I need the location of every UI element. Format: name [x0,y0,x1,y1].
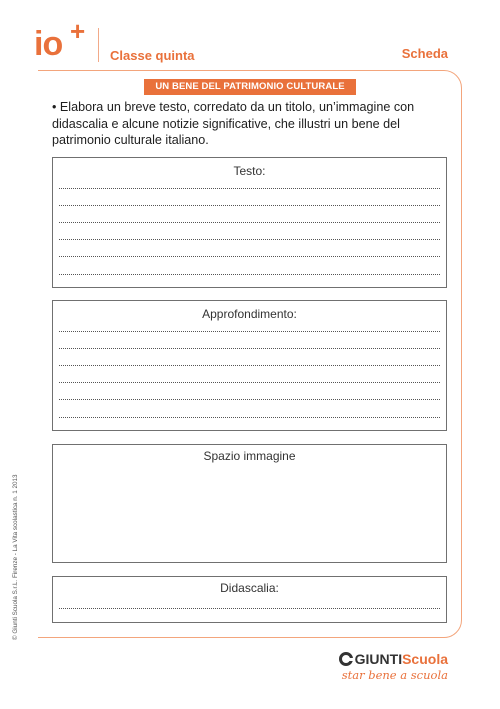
writing-line [59,608,440,609]
writing-line [59,205,440,206]
writing-line [59,274,440,275]
writing-line [59,188,440,189]
copyright-note: © Giunti Scuola S.r.L. Firenze - La Vita scolastica n. 1 2013 [12,474,19,640]
publisher-logo [288,650,448,682]
approfondimento-title: Approfondimento: [202,307,297,321]
io-plus-logo [34,18,90,64]
section-banner: UN BENE DEL PATRIMONIO CULTURALE [144,79,356,95]
image-space-title: Spazio immagine [203,449,296,463]
publisher-brand: GIUNTI [354,651,403,667]
header-divider [98,28,99,62]
publisher-brand-accent: Scuola [402,651,448,667]
writing-line [59,239,440,240]
writing-line [59,399,440,400]
testo-title: Testo: [233,164,266,178]
writing-line [59,256,440,257]
writing-line [59,365,440,366]
writing-line [59,382,440,383]
testo-box[interactable] [52,157,447,288]
writing-line [59,222,440,223]
writing-line [59,417,440,418]
writing-line [59,331,440,332]
frame-left-mask [35,70,38,639]
didascalia-title: Didascalia: [220,581,279,595]
publisher-motto: star bene a scuola [341,668,448,682]
instruction-text: • Elabora un breve testo, corredato da un titolo, un’immagine con didascalia e alcune notizie significative, che illustri un bene del patrimonio culturale italiano. [52,100,415,147]
approfondimento-box[interactable] [52,300,447,431]
giunti-g-icon [339,652,353,666]
didascalia-box[interactable] [52,576,447,623]
class-label: Classe quinta [110,48,195,63]
image-space-box[interactable] [52,444,447,563]
sheet-label: Scheda [401,46,448,61]
writing-line [59,348,440,349]
logo-text: io [34,25,63,63]
logo-plus-icon: + [70,16,86,46]
publisher-name [288,650,448,668]
